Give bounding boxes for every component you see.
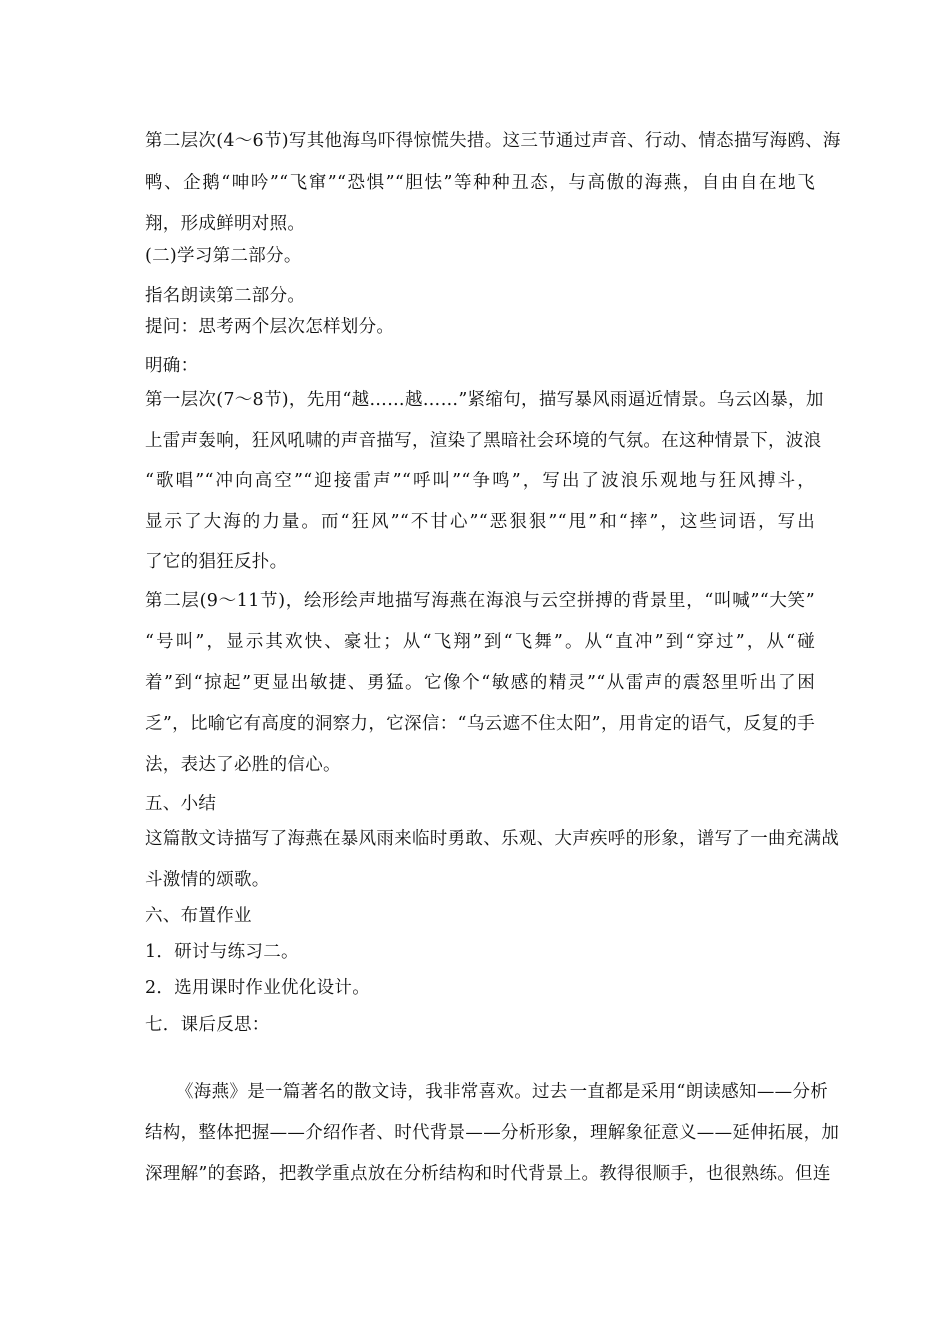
paragraph-line: 斗激情的颂歌。 [145, 870, 270, 890]
paragraph-line: 明确： [145, 356, 199, 376]
paragraph-text: 一直都是采用“朗读感知——分析 [569, 1082, 829, 1102]
paragraph-line [176, 1081, 829, 1103]
paragraph-line: 第一层次(7～8节)，先用“越……越……”紧缩句，描写暴风雨逼近情景。乌云凶暴，加 [145, 390, 824, 410]
paragraph-line: 深理解”的套路，把教学重点放在分析结构和时代背景上。教得很顺手，也很熟练。但连 [145, 1164, 831, 1184]
paragraph-line: 翔，形成鲜明对照。 [145, 214, 306, 234]
paragraph-line: 着”到“掠起”更显出敏捷、勇猛。它像个“敏感的精灵”“从雷声的震怒里听出了困 [145, 673, 815, 693]
paragraph-text: 《海燕》是一篇著名的散文诗，我非常喜欢。过去 [176, 1082, 568, 1102]
list-item: 1．研讨与练习二。 [145, 942, 299, 962]
paragraph-line: “歌唱”“冲向高空”“迎接雷声”“呼叫”“争鸣”，写出了波浪乐观地与狂风搏斗， [145, 471, 815, 491]
section-heading: 六、布置作业 [145, 906, 252, 926]
paragraph-line: “号叫”，显示其欢快、豪壮；从“飞翔”到“飞舞”。从“直冲”到“穿过”，从“碰 [145, 632, 815, 652]
paragraph-line: 结构，整体把握——介绍作者、时代背景——分析形象，理解象征意义——延伸拓展，加 [145, 1123, 840, 1143]
list-item: 2．选用课时作业优化设计。 [145, 978, 371, 998]
paragraph-line: 法，表达了必胜的信心。 [145, 755, 341, 775]
paragraph-line: 了它的猖狂反扑。 [145, 552, 288, 572]
paragraph-line: 指名朗读第二部分。 [145, 286, 306, 306]
section-heading: 七．课后反思： [145, 1015, 270, 1035]
paragraph-line: 提问：思考两个层次怎样划分。 [145, 317, 395, 337]
section-heading: (二)学习第二部分。 [145, 246, 302, 266]
paragraph-line: 第二层(9～11节)，绘形绘声地描写海燕在海浪与云空拼搏的背景里，“叫喊”“大笑” [145, 591, 815, 611]
paragraph-line: 乏”，比喻它有高度的洞察力，它深信：“乌云遮不住太阳”，用肯定的语气，反复的手 [145, 714, 815, 734]
section-heading: 五、小结 [145, 794, 217, 814]
paragraph-line: 显示了大海的力量。而“狂风”“不甘心”“恶狠狠”“甩”和“摔”，这些词语，写出 [145, 512, 815, 532]
paragraph-line: 这篇散文诗描写了海燕在暴风雨来临时勇敢、乐观、大声疾呼的形象，谱写了一曲充满战 [145, 829, 840, 849]
paragraph-line: 第二层次(4～6节)写其他海鸟吓得惊慌失措。这三节通过声音、行动、情态描写海鸥、海 [145, 131, 841, 151]
paragraph-line: 上雷声轰响，狂风吼啸的声音描写，渲染了黑暗社会环境的气氛。在这种情景下，波浪 [145, 431, 822, 451]
paragraph-line: 鸭、企鹅“呻吟”“飞窜”“恐惧”“胆怯”等种种丑态，与高傲的海燕，自由自在地飞 [145, 173, 815, 193]
